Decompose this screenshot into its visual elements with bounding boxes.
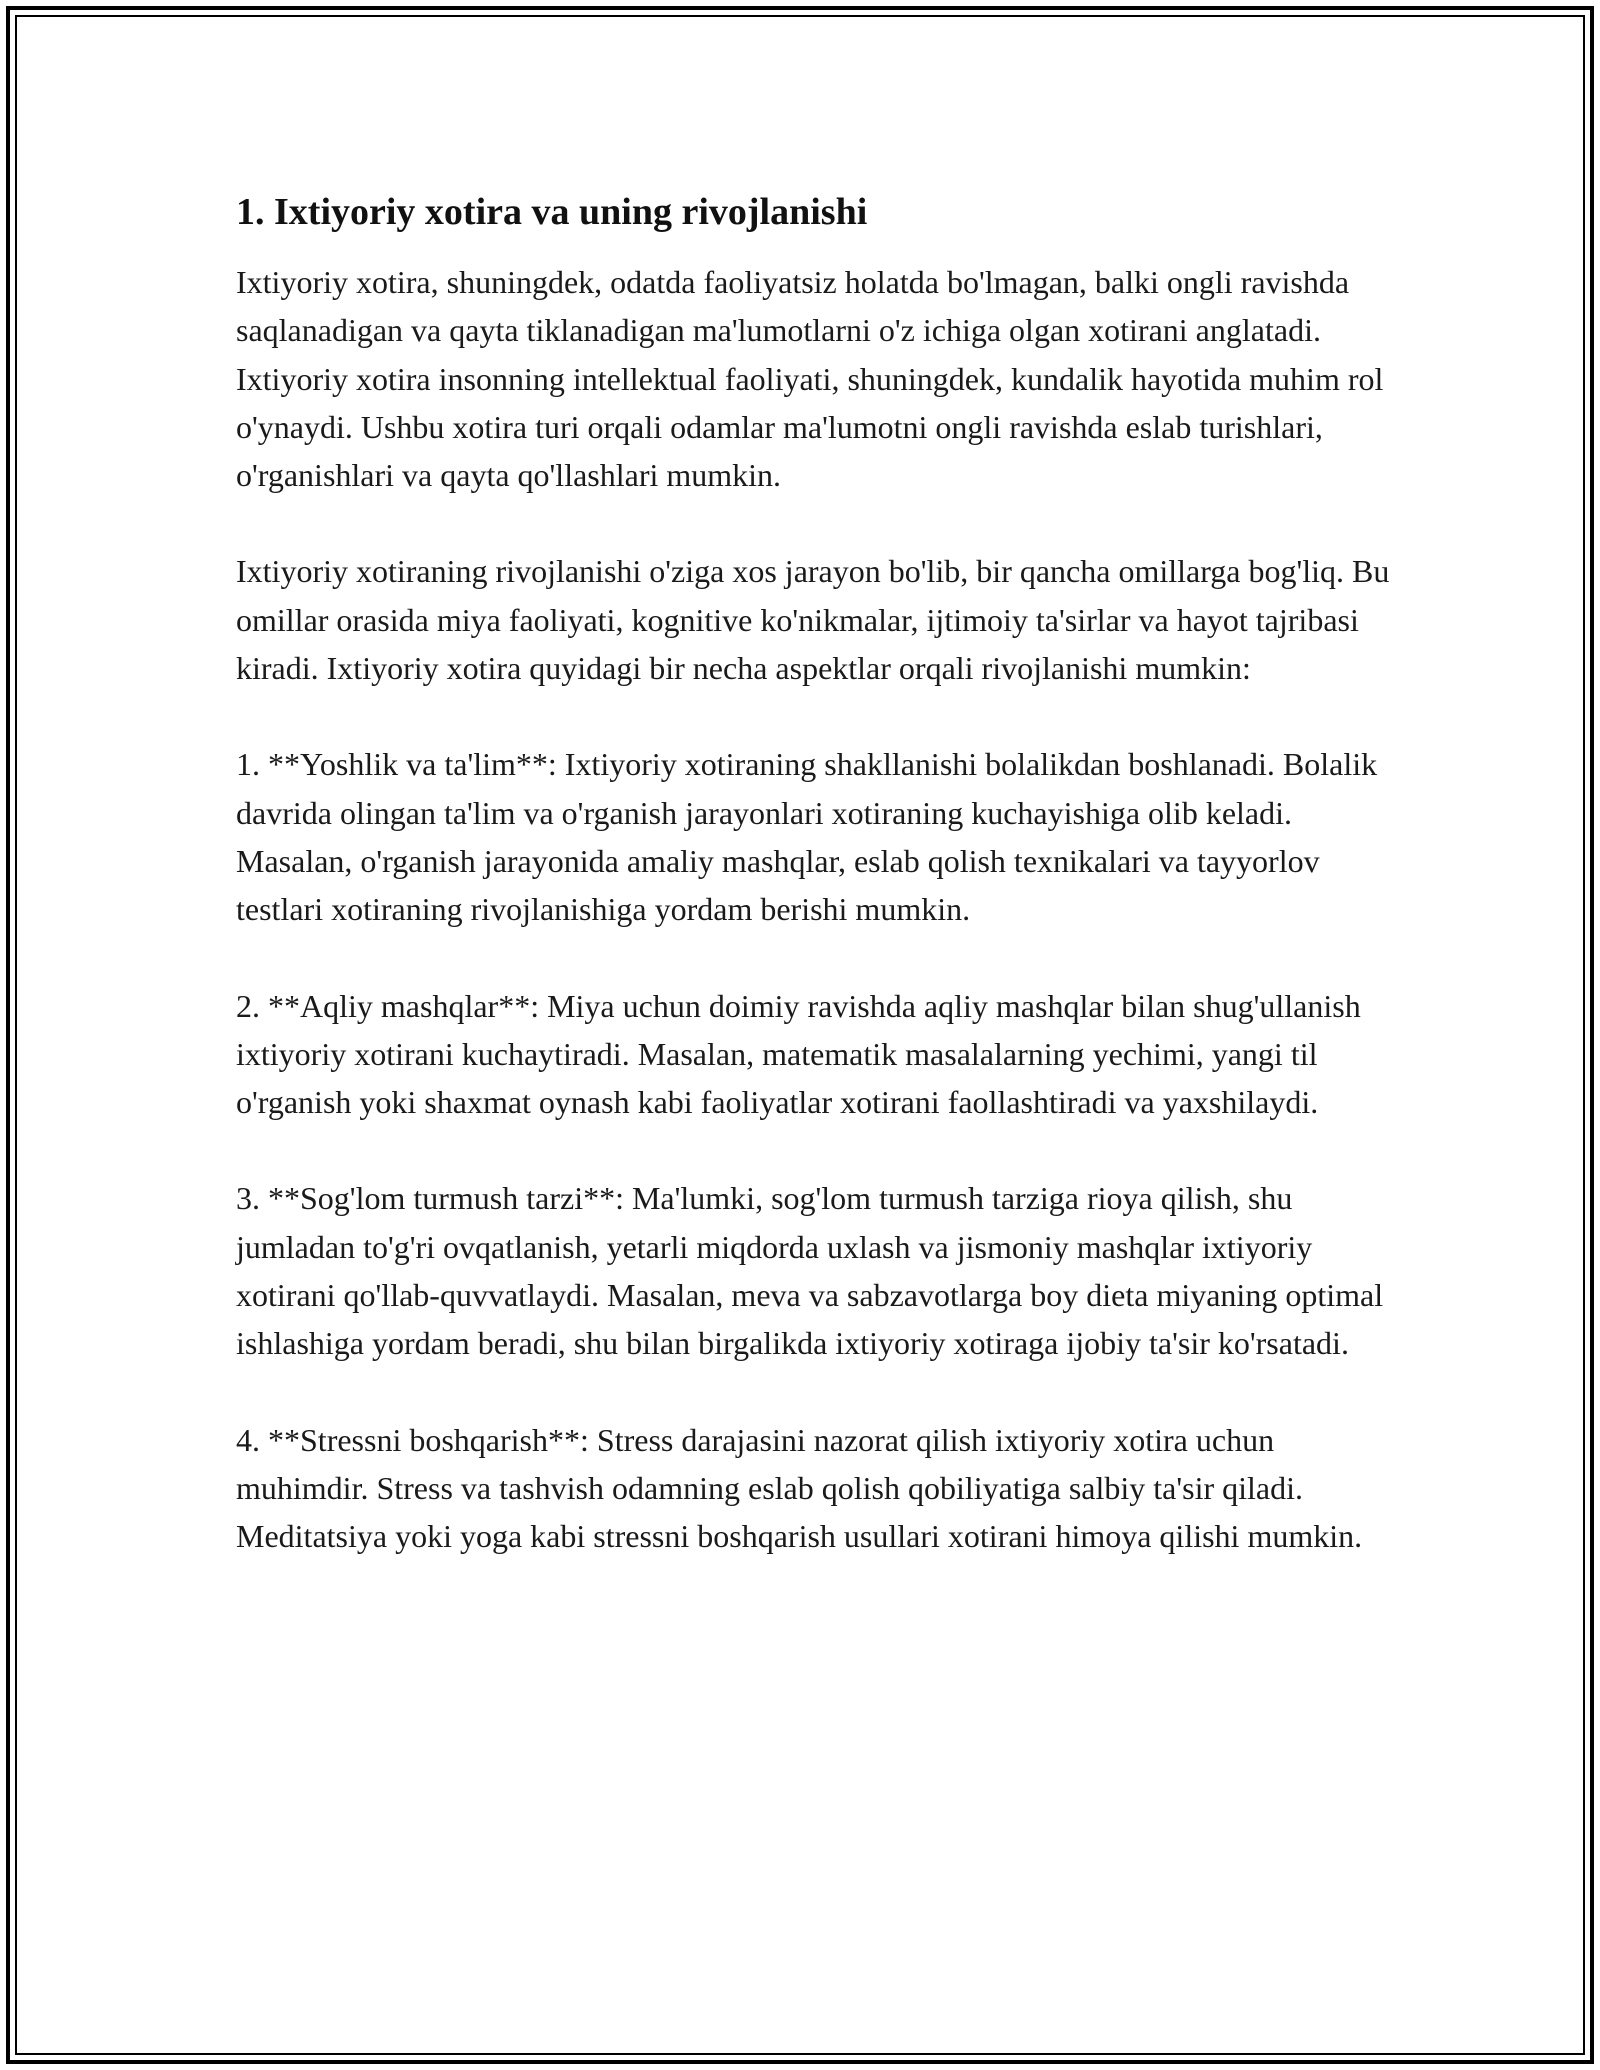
list-item-healthy-lifestyle: 3. **Sog'lom turmush tarzi**: Ma'lumki, sog'lom turmush tarziga rioya qilish, shu jumladan to'g'ri ovqatlanish, yetarli miqdorda uxlash va jismoniy mashqlar ixtiyoriy xotirani qo'llab-quvvatlaydi. Masalan, meva va sabzavotlarga boy dieta miyaning optimal ishlashiga yordam beradi, shu bilan birgalikda ixtiyoriy xotiraga ijobiy ta'sir ko'rsatadi. [236, 1180, 1384, 1362]
paragraph-development: Ixtiyoriy xotiraning rivojlanishi o'ziga xos jarayon bo'lib, bir qancha omillarga bog'liq. Bu omillar orasida miya faoliyati, kognitive ko'nikmalar, ijtimoiy ta'sirlar va hayot tajribasi kiradi. Ixtiyoriy xotira quyidagi bir necha aspektlar orqali rivojlanishi mumkin: [236, 553, 1390, 687]
section-heading: 1. Ixtiyoriy xotira va uning rivojlanishi [236, 191, 868, 233]
paragraph-intro: Ixtiyoriy xotira, shuningdek, odatda faoliyatsiz holatda bo'lmagan, balki ongli ravishda saqlanadigan va qayta tiklanadigan ma'lumotlarni o'z ichiga olgan xotirani anglatadi. Ixtiyoriy xotira insonning intellektual faoliyati, shuningdek, kundalik hayotida muhim rol o'ynaydi. Ushbu xotira turi orqali odamlar ma'lumotni ongli ravishda eslab turishlari, o'rganishlari va qayta qo'llashlari mumkin. [236, 264, 1384, 494]
list-item-stress-management: 4. **Stressni boshqarish**: Stress darajasini nazorat qilish ixtiyoriy xotira uchun muhimdir. Stress va tashvish odamning eslab qolish qobiliyatiga salbiy ta'sir qiladi. Meditatsiya yoki yoga kabi stressni boshqarish usullari xotirani himoya qilishi mumkin. [236, 1421, 1363, 1555]
document-body [236, 188, 1396, 1609]
list-item-youth-education: 1. **Yoshlik va ta'lim**: Ixtiyoriy xotiraning shakllanishi bolalikdan boshlanadi. Bolalik davrida olingan ta'lim va o'rganish jarayonlari xotiraning kuchayishiga olib keladi. Masalan, o'rganish jarayonida amaliy mashqlar, eslab qolish texnikalari va tayyorlov testlari xotiraning rivojlanishiga yordam berishi mumkin. [236, 746, 1378, 928]
list-item-mental-exercises: 2. **Aqliy mashqlar**: Miya uchun doimiy ravishda aqliy mashqlar bilan shug'ullanish ixtiyoriy xotirani kuchaytiradi. Masalan, matematik masalalarning yechimi, yangi til o'rganish yoki shaxmat oynash kabi faoliyatlar xotirani faollashtiradi va yaxshilaydi. [236, 987, 1361, 1121]
